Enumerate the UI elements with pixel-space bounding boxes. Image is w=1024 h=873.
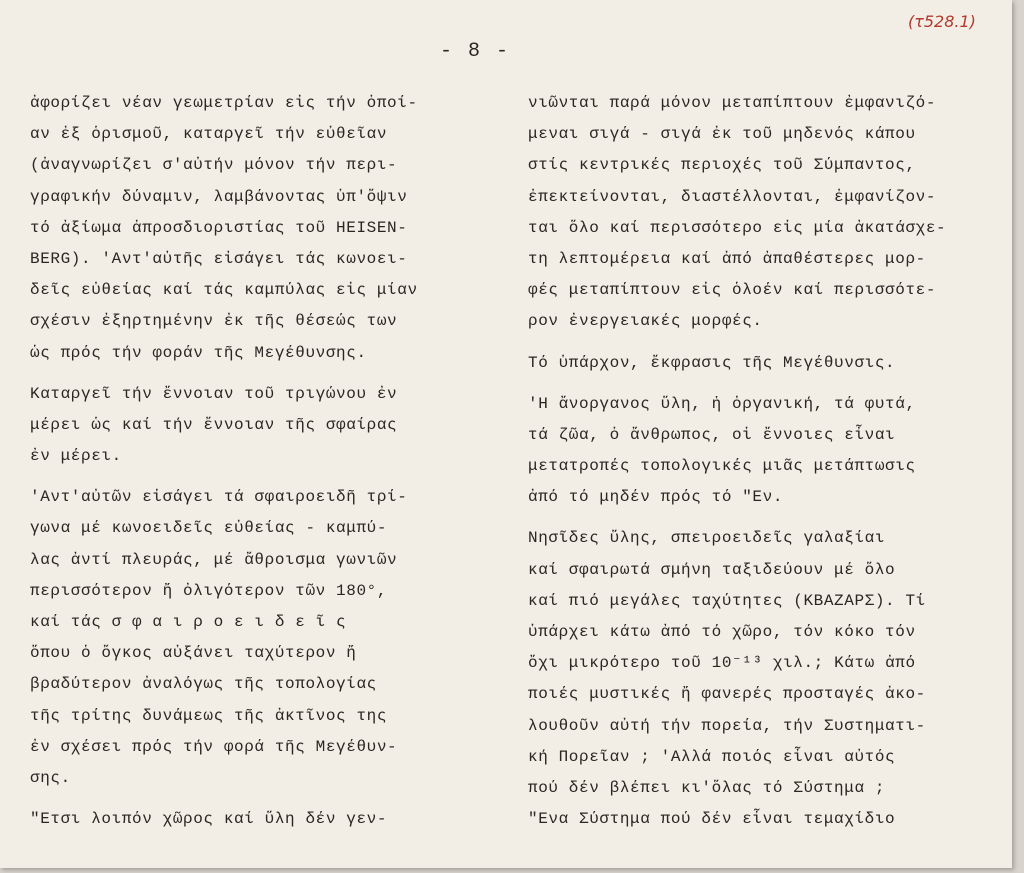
text-line: καί πιό μεγάλες ταχύτητες (ΚΒΑΖΑΡΣ). Τί xyxy=(528,591,926,610)
text-line: μέρει ὡς καί τήν ἔννοιαν τῆς σφαίρας xyxy=(30,415,398,434)
text-line: ρον ἐνεργειακές μορφές. xyxy=(528,312,763,331)
paragraph xyxy=(528,523,968,835)
paragraph xyxy=(528,389,968,514)
paragraph xyxy=(528,88,968,338)
text-line: BERG). 'Αντ'αὐτῆς εἰσάγει τάς κωνοει- xyxy=(30,249,408,268)
text-line: τά ζῶα, ὁ ἄνθρωπος, οἱ ἔννοιες εἶναι xyxy=(528,425,896,444)
text-line: σχέσιν ἐξηρτημένην ἐκ τῆς θέσεώς των xyxy=(30,312,398,331)
text-line: 'Η ἄνοργανος ὕλη, ἡ ὀργανική, τά φυτά, xyxy=(528,394,916,413)
right-column xyxy=(528,88,968,845)
text-line: ἀφορίζει νέαν γεωμετρίαν εἰς τήν ὁποί- xyxy=(30,94,418,112)
text-line: αν ἐξ ὁρισμοῦ, καταργεῖ τήν εὐθεῖαν xyxy=(30,125,388,144)
text-line: Νησῖδες ὕλης, σπειροειδεῖς γαλαξίαι xyxy=(528,529,886,548)
text-line: (ἀναγνωρίζει σ'αὐτήν μόνον τήν περι- xyxy=(30,156,398,175)
text-line: τη λεπτομέρεια καί ἀπό ἀπαθέστερες μορ- xyxy=(528,249,926,268)
paragraph xyxy=(30,88,460,369)
text-line: τό ἀξίωμα ἀπροσδιοριστίας τοῦ HEISEN- xyxy=(30,218,408,237)
text-line: ἐπεκτείνονται, διαστέλλονται, ἐμφανίζον- xyxy=(528,187,937,206)
text-line: ται ὅλο καί περισσότερο εἰς μία ἀκατάσχε- xyxy=(528,218,947,237)
text-line: ποιές μυστικές ἤ φανερές προσταγές ἀκο- xyxy=(528,685,926,704)
text-line: Καταργεῖ τήν ἔννοιαν τοῦ τριγώνου ἐν xyxy=(30,384,398,403)
text-line: ὄχι μικρότερο τοῦ 10⁻¹³ χιλ.; Κάτω ἀπό xyxy=(528,654,916,673)
text-line: νιῶνται παρά μόνον μεταπίπτουν ἐμφανιζό- xyxy=(528,94,937,112)
paragraph xyxy=(30,379,460,473)
text-line: ὑπάρχει κάτω ἀπό τό χῶρο, τόν κόκο τόν xyxy=(528,623,916,641)
text-line: μετατροπές τοπολογικές μιᾶς μετάπτωσις xyxy=(528,457,916,476)
text-line: μεναι σιγά - σιγά ἐκ τοῦ μηδενός κάπου xyxy=(528,125,916,144)
left-column xyxy=(30,88,460,845)
text-line: στίς κεντρικές περιοχές τοῦ Σύμπαντος, xyxy=(528,156,916,175)
paragraph xyxy=(30,804,460,835)
text-line: πού δέν βλέπει κι'ὅλας τό Σύστημα ; xyxy=(528,778,886,797)
text-line: γωνα μέ κωνοειδεῖς εὐθείας - καμπύ- xyxy=(30,519,388,538)
text-line: δεῖς εὐθείας καί τάς καμπύλας εἰς μίαν xyxy=(30,281,418,300)
text-line: ἀπό τό μηδέν πρός τό "Εν. xyxy=(528,488,784,507)
text-line: "Ετσι λοιπόν χῶρος καί ὕλη δέν γεν- xyxy=(30,810,388,829)
text-line: "Ενα Σύστημα πού δέν εἶναι τεμαχίδιο xyxy=(528,810,896,829)
text-line: τῆς τρίτης δυνάμεως τῆς ἀκτῖνος της xyxy=(30,706,388,725)
paragraph xyxy=(528,348,968,379)
text-line: ὡς πρός τήν φοράν τῆς Μεγέθυνσης. xyxy=(30,343,367,362)
text-line: λουθοῦν αὐτή τήν πορεία, τήν Συστηματι- xyxy=(528,716,926,735)
text-line: ἐν σχέσει πρός τήν φορά τῆς Μεγέθυν- xyxy=(30,737,398,756)
text-line: περισσότερον ἤ ὀλιγότερον τῶν 180°, xyxy=(30,581,388,600)
text-line: Τό ὑπάρχον, ἔκφρασις τῆς Μεγέθυνσις. xyxy=(528,353,896,372)
text-line: 'Αντ'αὐτῶν εἰσάγει τά σφαιροειδῆ τρί- xyxy=(30,488,408,507)
text-line: βραδύτερον ἀναλόγως τῆς τοπολογίας xyxy=(30,675,377,694)
text-line: καί τάς σ φ α ι ρ ο ε ι δ ε ῖ ς xyxy=(30,613,347,631)
archive-note: (τ528.1) xyxy=(908,12,976,31)
text-line: λας ἀντί πλευράς, μέ ἄθροισμα γωνιῶν xyxy=(30,550,398,569)
paragraph xyxy=(30,482,460,794)
text-line: σης. xyxy=(30,768,71,787)
text-line: ὅπου ὁ ὄγκος αὐξάνει ταχύτερον ἤ xyxy=(30,644,357,663)
text-line: κή Πορεῖαν ; 'Αλλά ποιός εἶναι αὐτός xyxy=(528,747,896,766)
text-line: καί σφαιρωτά σμήνη ταξιδεύουν μέ ὅλο xyxy=(528,560,896,579)
page-number: - 8 - xyxy=(440,40,511,63)
text-line: ἐν μέρει. xyxy=(30,447,122,466)
text-line: γραφικήν δύναμιν, λαμβάνοντας ὑπ'ὄψιν xyxy=(30,187,408,206)
text-line: φές μεταπίπτουν εἰς ὁλοέν καί περισσότε- xyxy=(528,281,937,300)
